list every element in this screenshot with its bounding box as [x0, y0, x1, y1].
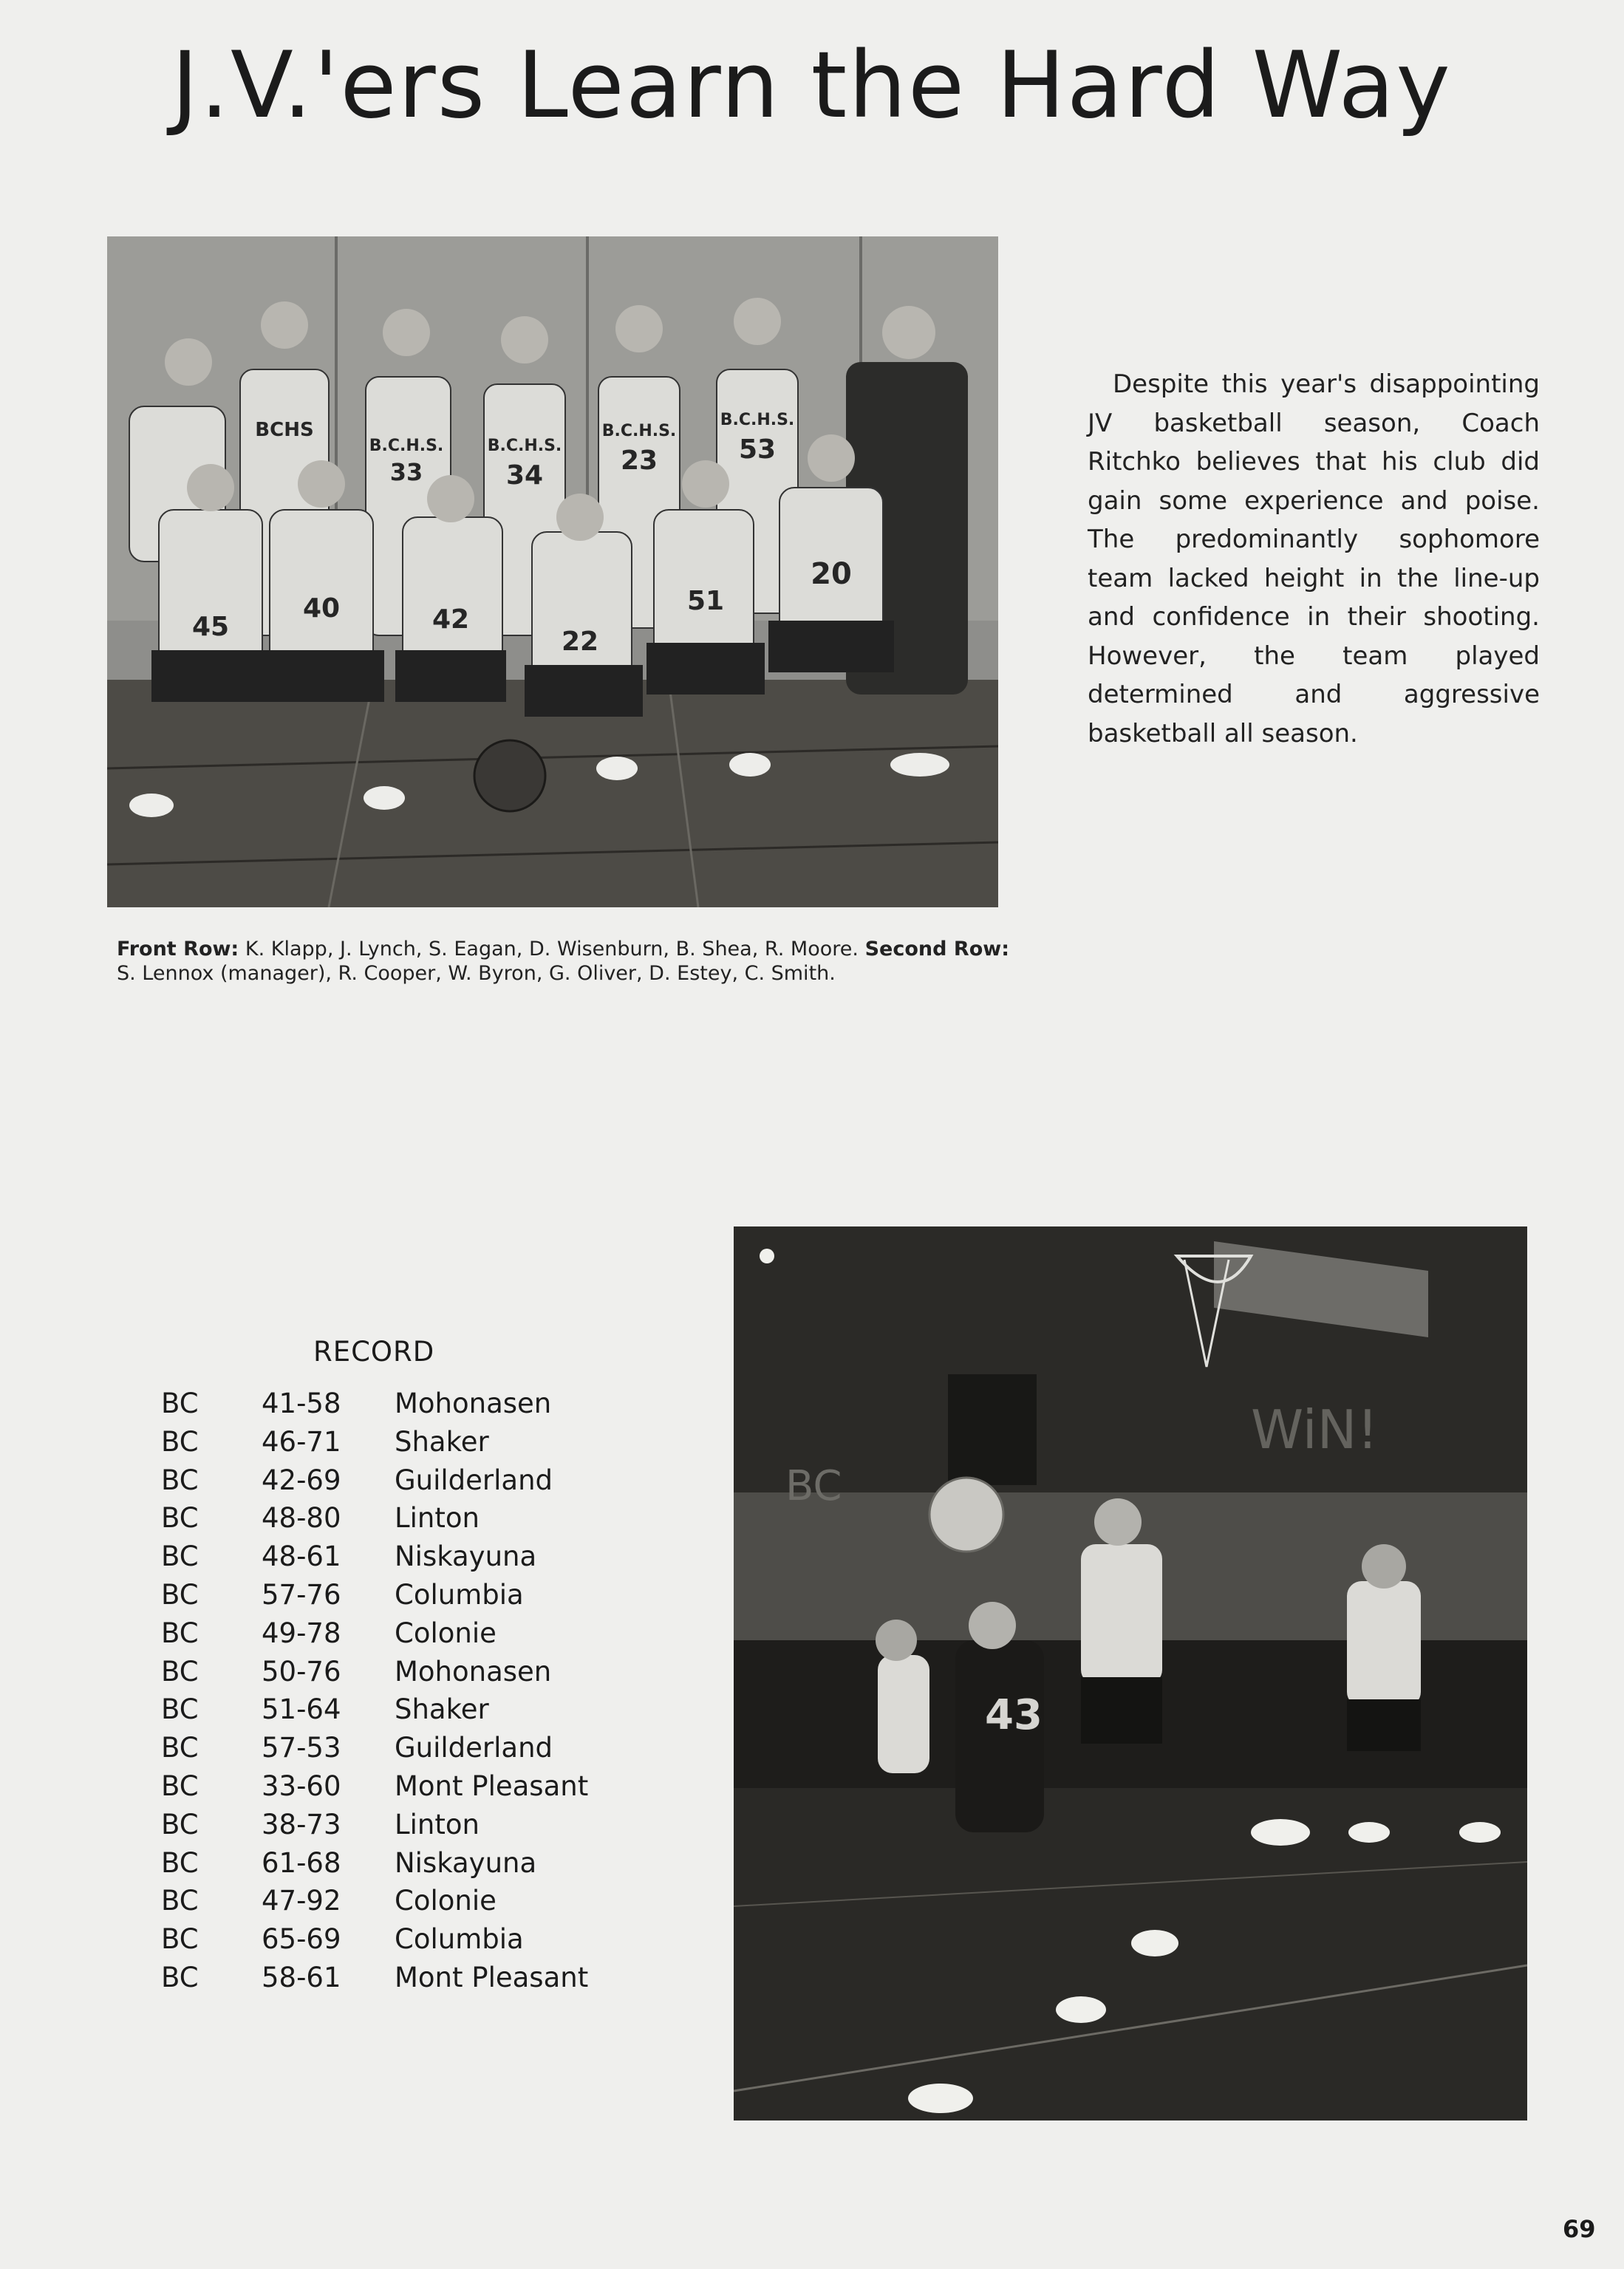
- jersey-number: 20: [811, 557, 852, 591]
- record-team: BC: [161, 1655, 199, 1688]
- jersey-number: 23: [620, 446, 658, 476]
- jersey-number: 53: [738, 434, 777, 465]
- record-opponent: Guilderland: [395, 1732, 553, 1764]
- jersey-bchs: B.C.H.S.: [720, 411, 795, 429]
- record-opponent: Niskayuna: [395, 1540, 537, 1573]
- record-team: BC: [161, 1617, 199, 1649]
- record-team: BC: [161, 1961, 199, 1993]
- intro-text: Despite this year's disappointing JV basketball season, Coach Ritchko believes that his club did gain some experience and poise. The predominantly sophomore team lacked height in the line-up and confidence in their shooting. However, the team played determined and aggressive basketball all season.: [1088, 369, 1540, 748]
- jersey-number: 33: [389, 458, 423, 486]
- second-row-label: Second Row:: [864, 938, 1009, 961]
- win-banner: WiN!: [1251, 1399, 1379, 1461]
- record-opponent: Columbia: [395, 1923, 524, 1956]
- jersey-number: 34: [505, 460, 544, 491]
- page-title: J.V.'ers Learn the Hard Way: [171, 33, 1452, 139]
- record-row: [161, 1885, 678, 1923]
- record-row: [161, 1656, 678, 1694]
- record-table: [161, 1388, 678, 2000]
- record-score: 48-61: [262, 1540, 341, 1573]
- record-row: [161, 1540, 678, 1579]
- record-row: [161, 1732, 678, 1770]
- record-team: BC: [161, 1808, 199, 1840]
- record-opponent: Guilderland: [395, 1464, 553, 1496]
- front-row-names: K. Klapp, J. Lynch, S. Eagan, D. Wisenburn, B. Shea, R. Moore.: [245, 938, 859, 961]
- record-score: 33-60: [262, 1770, 341, 1802]
- record-row: [161, 1962, 678, 2000]
- jersey-number: 45: [191, 612, 230, 642]
- record-team: BC: [161, 1846, 199, 1879]
- record-row: [161, 1770, 678, 1809]
- record-score: 50-76: [262, 1655, 341, 1688]
- team-photo-caption: [117, 937, 1009, 986]
- record-team: BC: [161, 1770, 199, 1802]
- page-number: 69: [1563, 2215, 1596, 2243]
- record-opponent: Mohonasen: [395, 1655, 552, 1688]
- record-opponent: Columbia: [395, 1578, 524, 1611]
- record-row: [161, 1923, 678, 1962]
- jersey-bchs: BCHS: [255, 419, 314, 441]
- record-team: BC: [161, 1502, 199, 1535]
- record-opponent: Shaker: [395, 1425, 489, 1458]
- jersey-number: 22: [561, 627, 599, 657]
- record-team: BC: [161, 1578, 199, 1611]
- record-team: BC: [161, 1425, 199, 1458]
- record-opponent: Mont Pleasant: [395, 1770, 589, 1802]
- record-opponent: Colonie: [395, 1885, 497, 1917]
- record-team: BC: [161, 1388, 199, 1419]
- intro-paragraph: [1088, 365, 1540, 753]
- record-score: 57-53: [262, 1732, 341, 1764]
- record-opponent: Niskayuna: [395, 1846, 537, 1879]
- record-opponent: Linton: [395, 1502, 480, 1535]
- record-score: 41-58: [262, 1388, 341, 1419]
- record-team: BC: [161, 1732, 199, 1764]
- record-score: 58-61: [262, 1961, 341, 1993]
- record-row: [161, 1809, 678, 1847]
- wall-letters: BC: [785, 1462, 842, 1510]
- record-score: 61-68: [262, 1846, 341, 1879]
- opponent-jersey-number: 43: [985, 1691, 1043, 1739]
- record-score: 57-76: [262, 1578, 341, 1611]
- second-row-names: S. Lennox (manager), R. Cooper, W. Byron, G. Oliver, D. Estey, C. Smith.: [117, 962, 836, 985]
- record-team: BC: [161, 1464, 199, 1496]
- team-photo: [107, 236, 998, 907]
- record-team: BC: [161, 1923, 199, 1956]
- record-team: BC: [161, 1693, 199, 1726]
- record-score: 49-78: [262, 1617, 341, 1649]
- record-score: 46-71: [262, 1425, 341, 1458]
- jersey-number: 42: [431, 604, 470, 635]
- record-row: [161, 1693, 678, 1732]
- record-opponent: Mohonasen: [395, 1388, 552, 1419]
- record-opponent: Colonie: [395, 1617, 497, 1649]
- jersey-bchs: B.C.H.S.: [487, 437, 562, 455]
- record-row: [161, 1464, 678, 1503]
- record-row: [161, 1847, 678, 1886]
- record-opponent: Linton: [395, 1808, 480, 1840]
- record-team: BC: [161, 1540, 199, 1573]
- record-score: 48-80: [262, 1502, 341, 1535]
- front-row-label: Front Row:: [117, 938, 239, 961]
- record-score: 42-69: [262, 1464, 341, 1496]
- record-score: 51-64: [262, 1693, 341, 1726]
- jersey-bchs: B.C.H.S.: [601, 422, 677, 440]
- jersey-number: 40: [302, 593, 341, 624]
- record-row: [161, 1426, 678, 1464]
- record-heading: RECORD: [313, 1336, 435, 1368]
- record-score: 65-69: [262, 1923, 341, 1956]
- jersey-number: 51: [686, 586, 725, 616]
- record-opponent: Shaker: [395, 1693, 489, 1726]
- record-row: [161, 1388, 678, 1426]
- record-score: 38-73: [262, 1808, 341, 1840]
- record-row: [161, 1579, 678, 1617]
- record-score: 47-92: [262, 1885, 341, 1917]
- record-row: [161, 1617, 678, 1656]
- record-opponent: Mont Pleasant: [395, 1961, 589, 1993]
- jersey-bchs: B.C.H.S.: [369, 437, 444, 455]
- action-photo: [734, 1226, 1527, 2120]
- record-team: BC: [161, 1885, 199, 1917]
- record-row: [161, 1502, 678, 1540]
